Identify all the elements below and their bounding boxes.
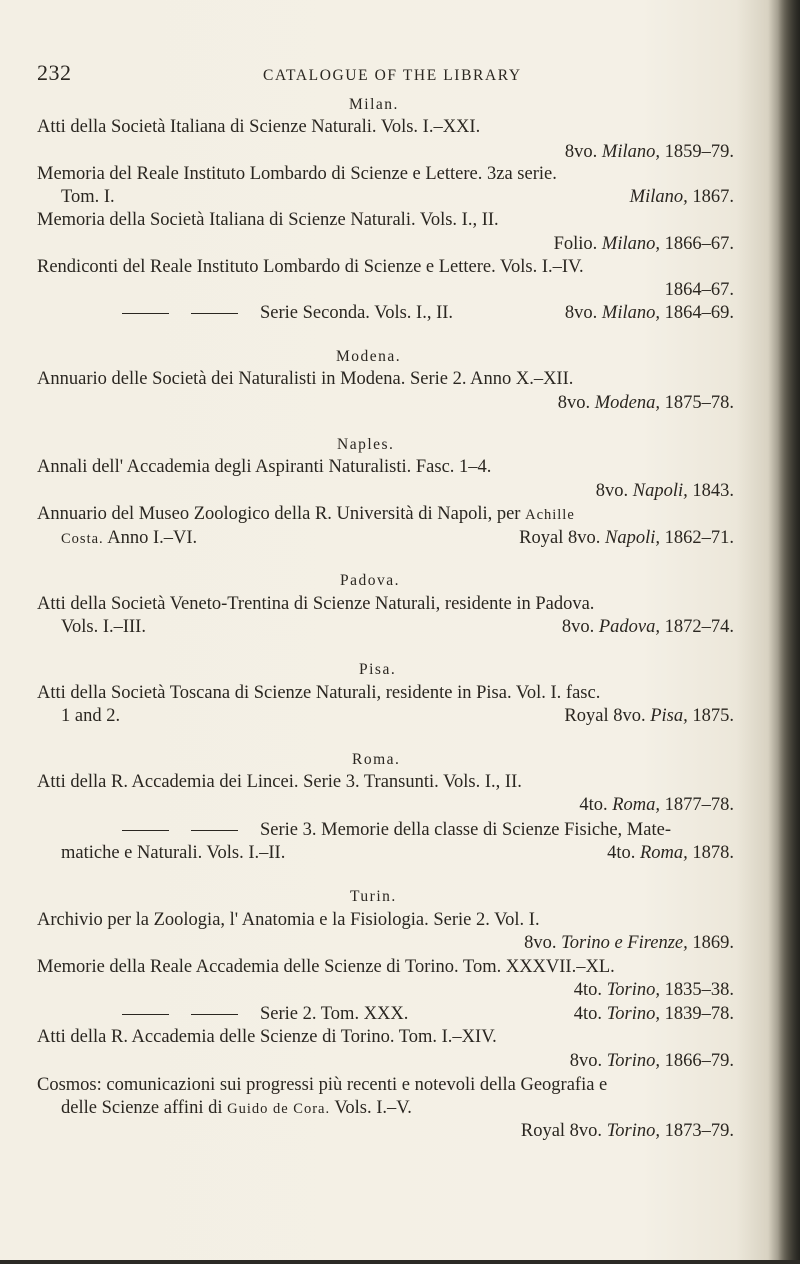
naples-entry2-imprint: Royal 8vo. Napoli, 1862–71.: [519, 528, 734, 548]
ditto-dash: [122, 830, 169, 831]
naples-entry1-imprint: 8vo. Napoli, 1843.: [595, 481, 734, 501]
pisa-entry1-imprint: Royal 8vo. Pisa, 1875.: [564, 706, 734, 726]
heading-milan: Milan.: [349, 96, 399, 113]
heading-pisa: Pisa.: [359, 661, 397, 678]
roma-entry2-line1: Serie 3. Memorie della classe di Scienze Fisiche, Mate-: [122, 820, 671, 841]
heading-turin: Turin.: [350, 888, 397, 905]
roma-entry1-text: Atti della R. Accademia dei Lincei. Serie 3. Transunti. Vols. I., II.: [37, 772, 522, 792]
padova-entry1-imprint: 8vo. Padova, 1872–74.: [561, 617, 734, 637]
milan-entry3-imprint: Folio. Milano, 1866–67.: [553, 234, 734, 254]
pisa-entry1-vols: 1 and 2.: [61, 706, 121, 726]
turin-entry5-imprint: Royal 8vo. Torino, 1873–79.: [520, 1121, 734, 1141]
milan-entry5-imprint: 8vo. Milano, 1864–69.: [564, 303, 734, 323]
milan-entry2-imprint: Milano, 1867.: [629, 187, 734, 207]
heading-naples: Naples.: [337, 436, 395, 453]
turin-entry5-line2: delle Scienze affini di Guido de Cora. Vols. I.–V.: [61, 1098, 412, 1118]
heading-roma: Roma.: [352, 751, 401, 768]
modena-entry1-imprint: 8vo. Modena, 1875–78.: [557, 393, 734, 413]
roma-entry2-line2: matiche e Naturali. Vols. I.–II.: [61, 843, 286, 863]
milan-entry5: Serie Seconda. Vols. I., II.: [122, 303, 453, 324]
pisa-entry1-text: Atti della Società Toscana di Scienze Naturali, residente in Pisa. Vol. I. fasc.: [37, 683, 601, 703]
naples-entry1-text: Annali dell' Accademia degli Aspiranti Naturalisti. Fasc. 1–4.: [37, 457, 492, 477]
naples-entry2-line2: Costa. Anno I.–VI.: [61, 528, 198, 548]
ditto-dash: [191, 1014, 238, 1015]
roma-entry2-imprint: 4to. Roma, 1878.: [607, 843, 734, 863]
milan-entry3-text: Memoria della Società Italiana di Scienze Naturali. Vols. I., II.: [37, 210, 499, 230]
turin-entry2-imprint: 4to. Torino, 1835–38.: [573, 980, 734, 1000]
milan-entry1-text: Atti della Società Italiana di Scienze Naturali. Vols. I.–XXI.: [37, 117, 481, 137]
turin-entry3-imprint: 4to. Torino, 1839–78.: [573, 1004, 734, 1024]
turin-entry4-imprint: 8vo. Torino, 1866–79.: [569, 1051, 734, 1071]
turin-entry2-text: Memorie della Reale Accademia delle Scienze di Torino. Tom. XXXVII.–XL.: [37, 957, 615, 977]
modena-entry1-text: Annuario delle Società dei Naturalisti in Modena. Serie 2. Anno X.–XII.: [37, 369, 574, 389]
padova-entry1-vols: Vols. I.–III.: [61, 617, 146, 637]
heading-padova: Padova.: [340, 572, 401, 589]
ditto-dash: [122, 1014, 169, 1015]
turin-entry3: Serie 2. Tom. XXX.: [122, 1004, 408, 1025]
page-edge-shadow: [778, 0, 800, 1264]
milan-entry2-vol: Tom. I.: [61, 187, 115, 207]
ditto-dash: [191, 313, 238, 314]
running-head: CATALOGUE OF THE LIBRARY: [263, 67, 522, 84]
ditto-dash: [191, 830, 238, 831]
milan-entry4-date: 1864–67.: [664, 280, 734, 300]
turin-entry4-text: Atti della R. Accademia delle Scienze di Torino. Tom. I.–XIV.: [37, 1027, 497, 1047]
bottom-border: [0, 1260, 800, 1264]
naples-entry2-line1: Annuario del Museo Zoologico della R. Università di Napoli, per Achille: [37, 504, 575, 524]
milan-entry2-text: Memoria del Reale Instituto Lombardo di Scienze e Lettere. 3za serie.: [37, 164, 557, 184]
page-number: 232: [37, 60, 72, 85]
milan-entry1-imprint: 8vo. Milano, 1859–79.: [564, 142, 734, 162]
ditto-dash: [122, 313, 169, 314]
turin-entry1-text: Archivio per la Zoologia, l' Anatomia e la Fisiologia. Serie 2. Vol. I.: [37, 910, 540, 930]
padova-entry1-text: Atti della Società Veneto-Trentina di Scienze Naturali, residente in Padova.: [37, 594, 595, 614]
turin-entry1-imprint: 8vo. Torino e Firenze, 1869.: [524, 933, 734, 953]
milan-entry4-text: Rendiconti del Reale Instituto Lombardo di Scienze e Lettere. Vols. I.–IV.: [37, 257, 584, 277]
turin-entry5-line1: Cosmos: comunicazioni sui progressi più recenti e notevoli della Geografia e: [37, 1075, 608, 1095]
heading-modena: Modena.: [336, 348, 402, 365]
roma-entry1-imprint: 4to. Roma, 1877–78.: [579, 795, 734, 815]
